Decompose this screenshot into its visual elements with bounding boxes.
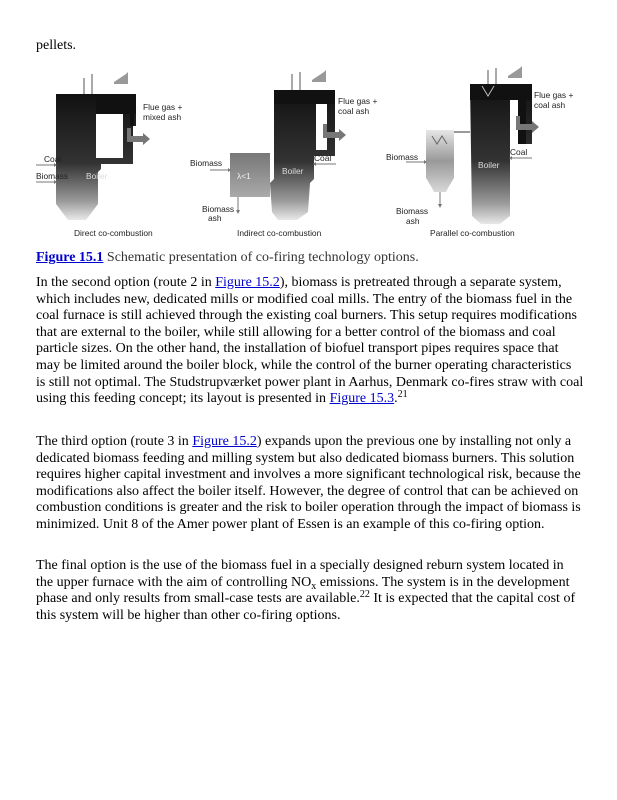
panel-indirect	[190, 70, 377, 238]
ash-label-line1: Biomass	[202, 204, 235, 214]
stack-icon	[312, 70, 326, 82]
boiler-label: Boiler	[478, 160, 500, 170]
paragraph-route-3	[36, 434, 584, 534]
para1-text-3: .	[394, 391, 398, 407]
arrow-icon	[438, 204, 442, 208]
panel-direct	[36, 72, 182, 238]
footnote-ref-21: 21	[397, 389, 408, 401]
flue-label-line1: Flue gas +	[534, 90, 574, 100]
ash-label-line1: Biomass	[396, 206, 429, 216]
ash-label-line2: ash	[406, 216, 420, 226]
biomass-label: Biomass	[190, 158, 223, 168]
coal-label: Coal	[44, 154, 62, 164]
paragraph-reburn	[36, 558, 584, 624]
panel-caption: Indirect co-combustion	[237, 228, 322, 238]
figure-caption	[36, 249, 586, 266]
biomass-label: Biomass	[386, 152, 419, 162]
flue-label-line2: mixed ash	[143, 112, 182, 122]
figure-15-2-link[interactable]: Figure 15.2	[215, 275, 280, 290]
flue-label-line2: coal ash	[338, 106, 370, 116]
para2-text-1: The third option (route 3 in	[36, 434, 193, 449]
paragraph-route-2	[36, 275, 584, 408]
para2-text-2: ) expands upon the previous one by installing not only a dedicated biomass feeding and milling system but also dedicated biomass burners. This solution requires higher capital investment and involves a more significant technological risk, because the modifications also affect the boiler itself. However, the degree of control that can be achieved on combustion conditions is greater and the risk to boiler operation through the impact of biomass is minimized. Unit 8 of the Amer power plant of Essen is an example of this co-firing option.	[36, 434, 581, 532]
co-firing-schematic	[30, 64, 590, 242]
para3-text-3: It is expected that the capital cost of this system will be higher than other co-firing options.	[36, 591, 576, 623]
boiler-label: Boiler	[282, 166, 304, 176]
co-firing-figure	[30, 64, 590, 242]
figure-caption-link[interactable]: Figure 15.1	[36, 250, 104, 265]
coal-label: Coal	[314, 153, 332, 163]
duct-down	[130, 114, 134, 126]
para1-text-2: ), biomass is pretreated through a separate system, which includes new, dedicated mills or modified coal mills. The entry of the biomass fuel in the coal furnace is still achieved through the existing coal burners. This setup requires modifications that are external to the boiler, while still allowing for a better control of the biomass and coal particle sizes. On the other hand, the installation of biofuel transport pipes requires space that may be limited around the boiler block, while the control of the burner operating characteristics is still not optimal. The Studstrupværket power plant in Aarhus, Denmark co-fires straw with coal using this feeding concept; its layout is presented in	[36, 275, 584, 407]
para3-text-1: The final option is the use of the biomass fuel in a specially designed reburn system located in the upper furnace with the aim of controlling NO	[36, 558, 564, 590]
nox-subscript: x	[311, 580, 317, 592]
stack-icon	[114, 72, 128, 84]
flue-label-line1: Flue gas +	[338, 96, 378, 106]
flue-label-line2: coal ash	[534, 100, 566, 110]
flue-label-line1: Flue gas +	[143, 102, 183, 112]
figure-caption-text: Schematic presentation of co-firing technology options.	[103, 250, 419, 265]
para1-text-1: In the second option (route 2 in	[36, 275, 216, 290]
panel-caption: Parallel co-combustion	[430, 228, 515, 238]
stack-icon	[508, 66, 522, 78]
lambda-label: λ<1	[237, 171, 251, 181]
flue-duct	[274, 90, 335, 104]
footnote-ref-22: 22	[359, 589, 370, 601]
figure-15-3-link[interactable]: Figure 15.3	[329, 391, 395, 407]
coal-label: Coal	[510, 147, 528, 157]
boiler-label: Boiler	[86, 171, 108, 181]
lead-text: pellets.	[36, 38, 77, 53]
biomass-label: Biomass	[36, 171, 69, 181]
para3-text-2: emissions. The system is in the development phase and only results from small-case tests are available.	[36, 574, 570, 607]
figure-15-2-link[interactable]: Figure 15.2	[192, 434, 257, 449]
ash-label-line2: ash	[208, 213, 222, 223]
arrow-icon	[236, 210, 240, 214]
panel-caption: Direct co-combustion	[74, 228, 153, 238]
flue-duct	[96, 94, 136, 114]
panel-parallel	[386, 66, 573, 238]
